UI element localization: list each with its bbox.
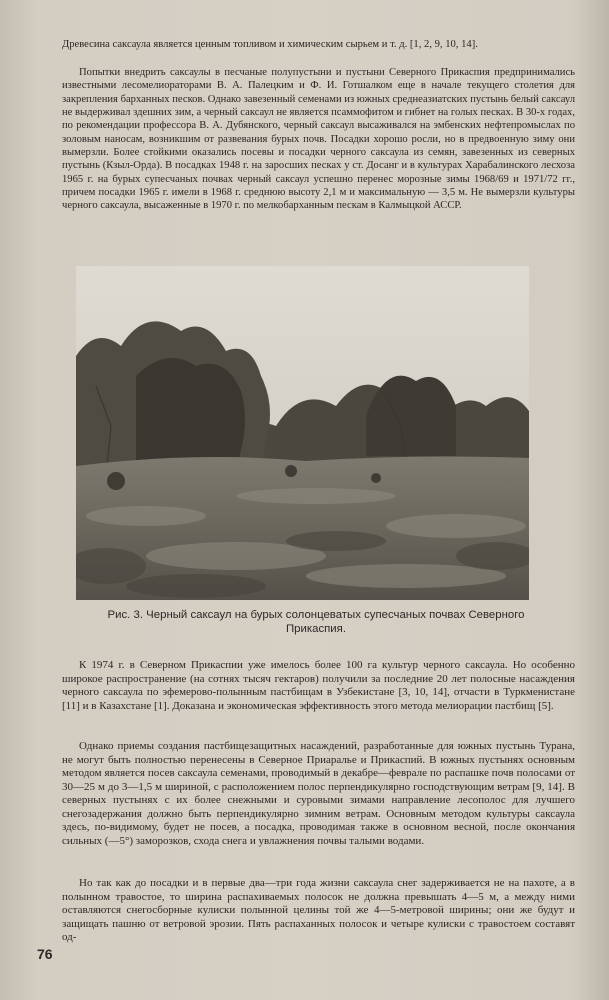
paragraph-5: Но так как до посадки и в первые два—три года жизни саксаула снег задерживается не на пахоте, а в полынном травостое, то ширина распахиваемых полосок не должна превышать 4—5 м, а между ними оставляются снегосборные кулиски полынной целины той же 4—5-метровой ширины; они же будут и защищать пашню от ветровой эрозии. Пять распаханных полосок и четыре кулиски с травостоем составят од- (62, 877, 575, 943)
paragraph-1: Древесина саксаула является ценным топливом и химическим сырьем и т. д. [1, 2, 9, 10, 14]. (62, 39, 478, 50)
figure-photo-saxaul (76, 266, 529, 600)
paragraph-4: Однако приемы создания пастбищезащитных насаждений, разработанные для южных пустынь Турана, не могут быть полностью перенесены в Северное Приаралье и Прикаспий. В южных пустынях основным методом является посев саксаула семенами, проводимый в декабре—феврале по распашке почв полосами от 30—25 м до 3—1,5 м шириной, с расположением полос перпендикулярно господствующим ветрам [9, 14]. В северных пустынях с их более снежными и суровыми зимами направление лесополос для лучшего снегозадержания должно быть перпендикулярно зимним ветрам. Основным методом культуры саксаула здесь, по-видимому, будет не посев, а посадка, проводимая также в основном весной, после окончания сильных (—5°) заморозков, схода снега и увлажнения почвы талыми водами. (62, 740, 575, 847)
paragraph-3: К 1974 г. в Северном Прикаспии уже имелось более 100 га культур черного саксаула. Но особенно широкое распространение (на сотнях тысяч гектаров) получили за последние 20 лет полосные насаждения черного саксаула по эфемерово-полынным пастбищам в Узбекистане [3, 10, 14], отчасти в Туркменистане [11] и в Казахстане [1]. Доказана и экономическая эффективность этого метода мелиорации пастбищ [5]. (62, 659, 575, 712)
paragraph-2: Попытки внедрить саксаулы в песчаные полупустыни и пустыни Северного Прикаспия предпринимались известными лесомелиораторами В. А. Палецким и Ф. И. Готшалком еще в начале текущего столетия для закрепления барханных песков. Однако завезенный семенами из южных среднеазиатских пустынь белый саксаул не выдерживал здешних зим, а черный саксаул не является псаммофитом и гибнет на голых песках. В 30-х годах, по рекомендации профессора В. А. Дубянского, черный саксаул высаживался на эмбенских нефтепромыслах по золовым наносам, возникшим от развевания бурых почв. Посадки хорошо росли, но в предвоенную зиму они вымерзли. Более стойкими оказались посевы и посадки черного саксаула из семян, завезенных из северных пустынь (Кзыл-Орда). В посадках 1948 г. на заросших песках у ст. Досанг и в культурах Харабалинского лесхоза 1965 г. на бурых супесчаных почвах черный саксаул успешно перенес морозные зимы 1968/69 и 1971/72 гг., причем посадки 1965 г. имели в 1968 г. среднюю высоту 2,1 м и максимальную — 3,5 м. Не вымерзли культуры черного саксаула, высаженные в 1970 г. по мелкобарханным пескам в Калмыцкой АССР. (62, 67, 575, 212)
page-number: 76 (37, 946, 53, 962)
photo-illustration (76, 266, 529, 600)
figure-caption: Рис. 3. Черный саксаул на бурых солонцеватых супесчаных почвах Северного Прикаспия. (107, 609, 525, 635)
